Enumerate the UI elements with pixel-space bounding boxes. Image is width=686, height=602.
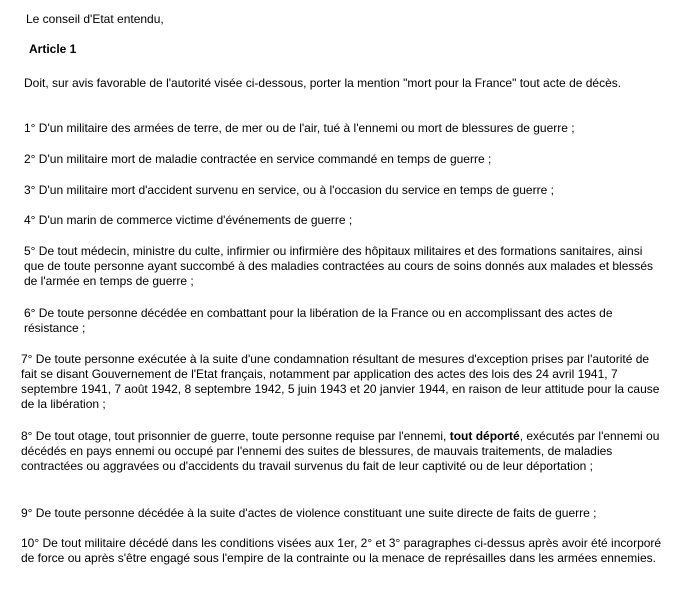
item-7: 7° De toute personne exécutée à la suite d'une condamnation résultant de mesures d'exception prises par l'autorité de fait se disant Gouvernement de l'Etat français, notamment par application des actes des lois des 24 avril 1941, 7 septembre 1941, 7 août 1942, 8 septembre 1942, 5 juin 1943 et 20 janvier 1944, en raison de leur attitude pour la cause de la libération ;: [21, 352, 660, 411]
item-10: 10° De tout militaire décédé dans les conditions visées aux 1er, 2° et 3° paragraphes ci-dessus après avoir été incorporé de force ou après s'être engagé sous l'empire de la contrainte ou la menace de représailles dans les armées ennemies.: [21, 536, 662, 565]
item-8-before: 8° De tout otage, tout prisonnier de guerre, toute personne requise par l'ennemi,: [21, 429, 450, 443]
item-9: 9° De toute personne décédée à la suite d'actes de violence constituant une suite directe de faits de guerre ;: [21, 506, 597, 520]
intro-text: Le conseil d'Etat entendu,: [26, 12, 164, 26]
item-8-bold: tout déporté: [449, 429, 520, 443]
article-paragraph: Doit, sur avis favorable de l'autorité visée ci-dessous, porter la mention "mort pour la France" tout acte de décès.: [24, 76, 622, 90]
item-3: 3° D'un militaire mort d'accident survenu en service, ou à l'occasion du service en temps de guerre ;: [24, 183, 554, 197]
article-title: Article 1: [29, 42, 77, 56]
item-1: 1° D'un militaire des armées de terre, de mer ou de l'air, tué à l'ennemi ou mort de blessures de guerre ;: [24, 121, 575, 135]
item-6: 6° De toute personne décédée en combattant pour la libération de la France ou en accomplissant des actes de résistance ;: [24, 306, 613, 335]
item-4: 4° D'un marin de commerce victime d'événements de guerre ;: [24, 213, 353, 227]
item-5: 5° De tout médecin, ministre du culte, infirmier ou infirmière des hôpitaux militaires et des formations sanitaires, ainsi que de toute personne ayant succombé à des maladies contractées au cours de soins donnés aux malades et blessés de l'armée en temps de guerre ;: [24, 244, 654, 288]
item-2: 2° D'un militaire mort de maladie contractée en service commandé en temps de guerre ;: [24, 152, 492, 166]
item-8: [21, 429, 666, 474]
item-8-after: , exécutés par l'ennemi ou décédés en pays ennemi ou occupé par l'ennemi des suites de blessures, de mauvais traitements, de maladies contractées ou aggravées ou d'accidents du travail survenus du fait de leur captivité ou de leur déportation ;: [21, 429, 660, 473]
